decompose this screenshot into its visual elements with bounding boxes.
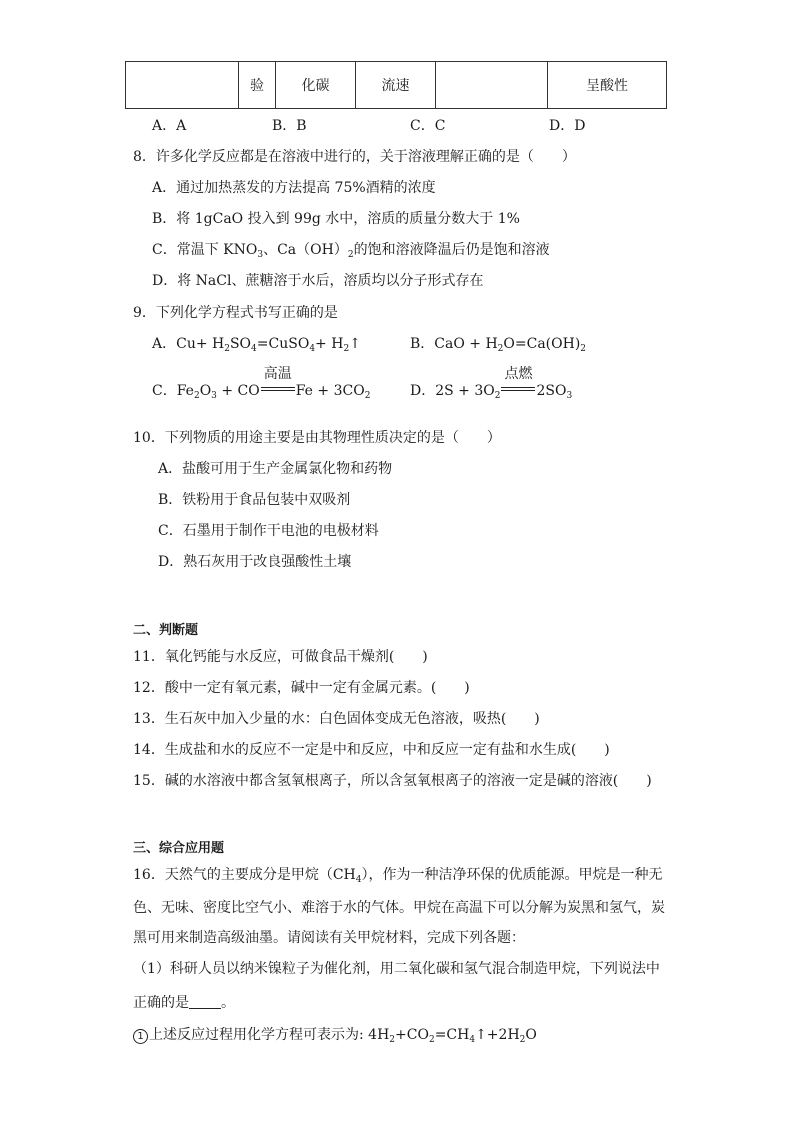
q16-line: （1）科研人员以纳米镍粒子为催化剂，用二氧化碳和氢气混合制造甲烷，下列说法中 xyxy=(133,961,660,977)
up-arrow-symbol: ↑ xyxy=(349,336,361,352)
text: 。 xyxy=(221,995,235,1011)
q8-option-d[interactable]: D．将 NaCl、蔗糖溶于水后，溶质均以分子形式存在 xyxy=(152,273,484,289)
text: D．2S + 3O xyxy=(410,383,495,399)
subscript: 2 xyxy=(193,391,200,401)
text: =CH xyxy=(434,1027,470,1043)
table-cell: 化碳 xyxy=(276,62,356,109)
text: 的饱和溶液降温后仍是饱和溶液 xyxy=(353,242,550,258)
subscript: 2 xyxy=(494,391,501,401)
equals-sign xyxy=(261,387,295,391)
table-cell: 验 xyxy=(239,62,276,109)
answer-table xyxy=(125,61,667,109)
text: 、Ca（OH） xyxy=(263,242,348,258)
subscript: 2 xyxy=(364,391,371,401)
section-heading: 二、判断题 xyxy=(133,623,199,638)
text: ↑+2H xyxy=(475,1027,520,1043)
q16-line: 黑可用来制造高级油墨。请阅读有关甲烷材料，完成下列各题： xyxy=(133,930,525,946)
subscript: 4 xyxy=(309,344,316,354)
q13: 13．生石灰中加入少量的水：白色固体变成无色溶液，吸热( ) xyxy=(133,711,540,727)
q11: 11．氧化钙能与水反应，可做食品干燥剂( ) xyxy=(133,649,428,665)
q7-option-a[interactable]: A．A xyxy=(152,118,187,134)
text: =CuSO xyxy=(256,336,310,352)
table-row xyxy=(126,62,667,109)
q7-option-c[interactable]: C．C xyxy=(410,118,446,134)
text: Fe + 3CO xyxy=(295,383,365,399)
subscript: 3 xyxy=(566,391,573,401)
text: O xyxy=(199,383,212,399)
subscript: 2 xyxy=(428,1035,435,1045)
q10-stem: 10．下列物质的用途主要是由其物理性质决定的是（ ） xyxy=(133,430,501,446)
q16-line xyxy=(133,994,235,1010)
circled-number-icon: 1 xyxy=(133,1029,148,1044)
q14: 14．生成盐和水的反应不一定是中和反应，中和反应一定有盐和水生成( ) xyxy=(133,742,610,758)
reaction-condition xyxy=(500,366,536,398)
subscript: 3 xyxy=(257,250,264,260)
q15: 15．碱的水溶液中都含氢氧根离子，所以含氢氧根离子的溶液一定是碱的溶液( ) xyxy=(133,773,652,789)
q8-stem: 8．许多化学反应都是在溶液中进行的，关于溶液理解正确的是（ ） xyxy=(133,149,576,165)
subscript: 2 xyxy=(343,344,350,354)
q10-option-a[interactable]: A．盐酸可用于生产金属氯化物和药物 xyxy=(158,461,393,477)
q16-line: 色、无味、密度比空气小、难溶于水的气体。甲烷在高温下可以分解为炭黑和氢气，炭 xyxy=(133,900,665,916)
table-cell: 呈酸性 xyxy=(548,62,667,109)
q8-option-c[interactable] xyxy=(152,243,550,260)
q9-option-d[interactable] xyxy=(410,366,573,401)
section-heading: 三、综合应用题 xyxy=(133,841,225,856)
q10-option-b[interactable]: B．铁粉用于食品包装中双吸剂 xyxy=(158,492,351,508)
subscript: 3 xyxy=(211,391,217,401)
answer-blank[interactable] xyxy=(189,994,221,1009)
text: C．常温下 KNO xyxy=(152,242,258,258)
q10-option-c[interactable]: C．石墨用于制作干电池的电极材料 xyxy=(158,523,379,539)
subscript: 2 xyxy=(347,250,354,260)
equals-sign xyxy=(501,387,535,391)
subscript: 4 xyxy=(469,1035,476,1045)
reaction-condition xyxy=(260,366,296,398)
q9-option-a[interactable] xyxy=(152,337,361,354)
q9-stem: 9．下列化学方程式书写正确的是 xyxy=(133,305,338,321)
subscript: 2 xyxy=(389,1035,396,1045)
text: ），作为一种洁净环保的优质能源。甲烷是一种无 xyxy=(361,867,663,883)
subscript: 4 xyxy=(355,875,362,885)
q10-option-d[interactable]: D．熟石灰用于改良强酸性土壤 xyxy=(158,554,352,570)
table-cell xyxy=(436,62,548,109)
text: O xyxy=(525,1027,537,1043)
text: SO xyxy=(229,336,252,352)
q9-option-c[interactable] xyxy=(152,366,371,401)
q16-line xyxy=(133,868,662,885)
text: +CO xyxy=(395,1027,429,1043)
q12: 12．酸中一定有氧元素，碱中一定有金属元素。( ) xyxy=(133,680,470,696)
text: O=Ca(OH) xyxy=(503,336,581,352)
text: + CO xyxy=(216,383,260,399)
q8-option-b[interactable]: B．将 1gCaO 投入到 99g 水中，溶质的质量分数大于 1% xyxy=(152,211,520,227)
text: 上述反应过程用化学方程可表示为: 4H xyxy=(149,1027,390,1043)
text: + H xyxy=(315,336,344,352)
subscript: 2 xyxy=(224,344,230,354)
text: B．CaO + H xyxy=(410,336,498,352)
text: 2SO xyxy=(536,383,567,399)
subscript: 4 xyxy=(251,344,257,354)
q7-option-b[interactable]: B．B xyxy=(272,118,307,134)
text: 正确的是 xyxy=(133,995,189,1011)
text: C．Fe xyxy=(152,383,194,399)
q7-option-d[interactable]: D．D xyxy=(549,118,586,134)
q8-option-a[interactable]: A．通过加热蒸发的方法提高 75%酒精的浓度 xyxy=(152,180,436,196)
condition-label: 高温 xyxy=(263,366,292,382)
table-cell xyxy=(126,62,239,109)
q16-option-1[interactable] xyxy=(133,1028,537,1045)
q9-option-b[interactable] xyxy=(410,337,586,354)
text: 16．天然气的主要成分是甲烷（CH xyxy=(133,867,356,883)
subscript: 2 xyxy=(519,1035,526,1045)
table-cell: 流速 xyxy=(356,62,436,109)
condition-label: 点燃 xyxy=(504,366,533,382)
subscript: 2 xyxy=(497,344,504,354)
subscript: 2 xyxy=(580,344,587,354)
text: A．Cu+ H xyxy=(152,336,225,352)
